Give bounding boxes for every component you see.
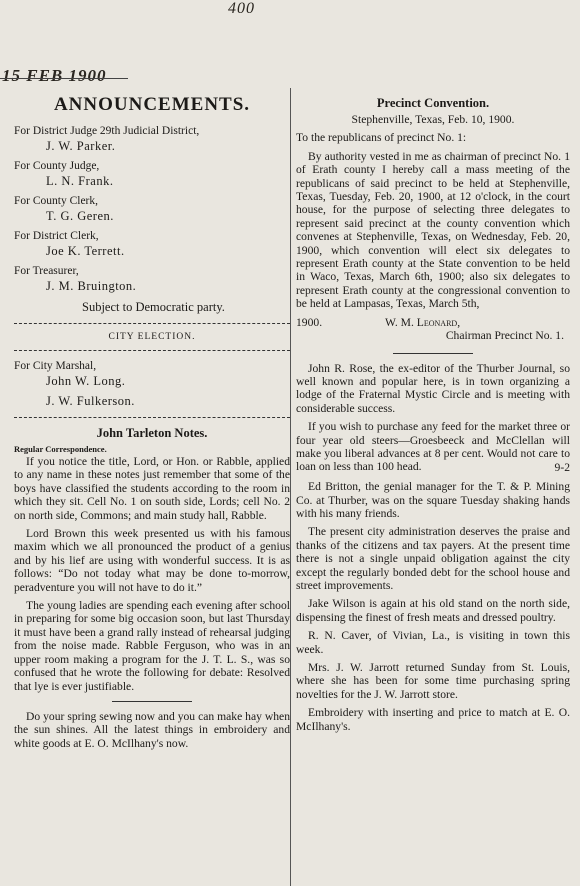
dashed-rule bbox=[14, 323, 290, 324]
tarleton-notes-title: John Tarleton Notes. bbox=[96, 426, 208, 440]
precinct-convention-title: Precinct Convention. bbox=[376, 96, 490, 110]
article-paragraph: Lord Brown this week presented us with his famous maxim which we all pronounced the product of a genius and by his lief are using with wonderful success. It is as follows: “Do not today what may be done to-morrow, peradventure you will not have to do it.” bbox=[14, 527, 290, 594]
candidate-name: John W. Long. bbox=[46, 374, 126, 388]
right-column bbox=[296, 88, 570, 886]
precinct-salutation: To the republicans of precinct No. 1: bbox=[296, 131, 467, 145]
announcement-entry bbox=[14, 159, 290, 189]
article-paragraph: If you notice the title, Lord, or Hon. or Rabble, applied to any name in these notes just remember that some of the boys have classified the students according to the room in which they sit. Cell No. 1 on south side, Lords; cell No. 2 on north side, Commons; and main study hall, Rabble. bbox=[14, 455, 290, 522]
office-label: For County Clerk, bbox=[14, 195, 99, 207]
tarleton-byline: Regular Correspondence. bbox=[14, 444, 107, 454]
local-item: Mrs. J. W. Jarrott returned Sunday from St. Louis, where she has been for some time purchasing spring novelties for the J. W. Jarrott store. bbox=[296, 661, 570, 701]
precinct-signer-title: Chairman Precinct No. 1. bbox=[445, 329, 564, 343]
local-item: If you wish to purchase any feed for the market three or four year old steers—Groesbeeck and McClellan will make you liberal advances at 8 per cent. Would not care to loan on less than 100 head. bbox=[296, 420, 570, 474]
candidate-name: J. W. Fulkerson. bbox=[46, 394, 135, 408]
column-divider bbox=[290, 88, 291, 886]
precinct-signature-line bbox=[296, 316, 570, 329]
short-rule bbox=[393, 353, 473, 354]
office-label: For County Judge, bbox=[14, 160, 100, 172]
office-label: For Treasurer, bbox=[14, 265, 79, 277]
candidate-name: T. G. Geren. bbox=[46, 209, 114, 223]
handwritten-date: 15 FEB 1900 bbox=[2, 66, 107, 85]
candidate-name: Joe K. Terrett. bbox=[46, 244, 125, 258]
short-rule bbox=[112, 701, 192, 702]
subject-line: Subject to Democratic party. bbox=[82, 300, 225, 314]
local-item: Ed Britton, the genial manager for the T. & P. Mining Co. at Thurber, was on the square Tuesday shaking hands with his many friends. bbox=[296, 480, 570, 520]
candidate-name: L. N. Frank. bbox=[46, 174, 114, 188]
office-label: For District Judge 29th Judicial District, bbox=[14, 125, 200, 137]
precinct-dateline: Stephenville, Texas, Feb. 10, 1900. bbox=[351, 113, 515, 126]
local-item: John R. Rose, the ex-editor of the Thurber Journal, so well known and popular here, is in town organizing a lodge of the Fraternal Mystic Circle and is meeting with considerable success. bbox=[296, 361, 570, 415]
candidate-name: J. M. Bruington. bbox=[46, 279, 137, 293]
dashed-rule bbox=[14, 350, 290, 351]
local-item: R. N. Caver, of Vivian, La., is visiting in town this week. bbox=[296, 629, 570, 656]
city-election-heading: CITY ELECTION. bbox=[108, 332, 196, 342]
sewing-ad: Do your spring sewing now and you can make hay when the sun shines. All the latest things in embroidery and white goods at E. O. McIlhany's now. bbox=[14, 709, 290, 750]
announcement-entry bbox=[14, 229, 290, 259]
dashed-rule bbox=[14, 417, 290, 418]
local-item: Jake Wilson is again at his old stand on the north side, dispensing the finest of fresh meats and dressed poultry. bbox=[296, 597, 570, 624]
precinct-signer: W. M. Leonard, bbox=[385, 315, 461, 329]
left-column bbox=[14, 88, 290, 886]
office-label: For City Marshal, bbox=[14, 360, 97, 372]
office-label: For District Clerk, bbox=[14, 230, 99, 242]
handwritten-page-number: 400 bbox=[228, 0, 255, 17]
candidate-name: J. W. Parker. bbox=[46, 139, 116, 153]
handwritten-underline bbox=[0, 78, 128, 79]
local-item: The present city administration deserves the praise and thanks of the citizens and tax payers. At the present time there is not a single unpaid obligation against the city except the regularly bonded debt for the school house and street improvements. bbox=[296, 525, 570, 592]
article-paragraph: The young ladies are spending each evening after school in preparing for some big occasion soon, but last Thursday it must have been a grand rally instead of rehearsal judging from the noise made. Rabble Ferguson, who was in an upper room making a program for the J. T. L. S., was so confused that he wrote the following for debate: Resolved that lye is ever justifiable. bbox=[14, 599, 290, 693]
announcements-title: ANNOUNCEMENTS. bbox=[53, 94, 251, 115]
announcement-entry bbox=[14, 124, 290, 154]
precinct-year: 1900. bbox=[296, 315, 323, 329]
local-item: Embroidery with inserting and price to match at E. O. McIlhany's. bbox=[296, 706, 570, 733]
announcement-entry bbox=[14, 264, 290, 294]
precinct-body: By authority vested in me as chairman of precinct No. 1 of Erath county I hereby call a mass meeting of the republicans of said precinct to be held at Stephenville, Texas, Tuesday, Feb. 20, 1900, at 12 o'clock, in the court house, for the purpose of selecting three delegates to represent said precinct at the county convention which convenes at Stephenville, Texas, on Wednesday, Feb. 20, 1900, which convention will elect six delegates to represent Erath county at the State convention to be held in Waco, Texas, March 6th, 1900; also six delegates to represent Erath county at the congressional convention to be held at Lampasas, Texas, March 5th, bbox=[296, 149, 570, 311]
announcement-entry bbox=[14, 194, 290, 224]
ad-code-text: 9-2 bbox=[554, 460, 570, 474]
